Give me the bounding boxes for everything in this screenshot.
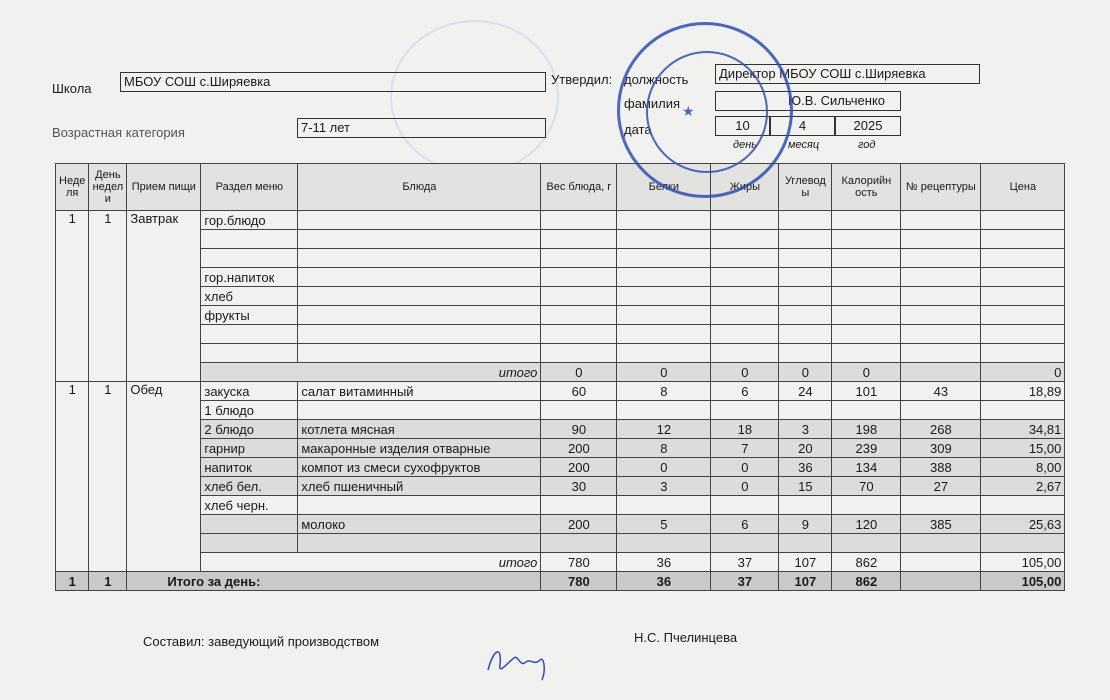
table-row	[56, 325, 1065, 344]
table-row: хлеб бел. хлеб пшеничный 30 3 0 15 70 27 2,67	[56, 477, 1065, 496]
age-category-field: 7-11 лет	[297, 118, 546, 138]
table-row	[56, 344, 1065, 363]
faded-stamp	[390, 20, 559, 174]
composed-label: Составил: заведующий производством	[143, 634, 380, 649]
table-row: 2 блюдо котлета мясная 90 12 18 3 198 268 34,81	[56, 420, 1065, 439]
approved-label: Утвердил:	[551, 72, 613, 87]
date-year: 2025	[835, 116, 901, 136]
section-cell: гор.блюдо	[201, 211, 298, 230]
day-total-row: 1 1 Итого за день: 780 36 37 107 862 105,00	[56, 572, 1065, 591]
date-label: дата	[624, 122, 652, 137]
header-recipe: № рецептуры	[901, 164, 981, 211]
header-carb: Углевод ы	[779, 164, 832, 211]
menu-table	[55, 163, 1065, 591]
lunch-day: 1	[89, 382, 127, 572]
day-caption: день	[733, 139, 758, 151]
section-cell: гор.напиток	[201, 268, 298, 287]
table-row: 1 1 Обед закуска салат витаминный 60 8 6 24 101 43 18,89	[56, 382, 1065, 401]
header-fat: Жиры	[711, 164, 779, 211]
school-field: МБОУ СОШ с.Ширяевка	[120, 72, 546, 92]
table-row	[56, 268, 1065, 287]
position-field: Директор МБОУ СОШ с.Ширяевка	[715, 64, 980, 84]
surname-field: Ю.В. Сильченко	[715, 91, 901, 111]
table-row: хлеб черн.	[56, 496, 1065, 515]
date-month: 4	[770, 116, 835, 136]
date-day: 10	[715, 116, 770, 136]
table-row: напиток компот из смеси сухофруктов 200 0 0 36 134 388 8,00	[56, 458, 1065, 477]
official-stamp	[617, 22, 793, 198]
age-category-label: Возрастная категория	[52, 125, 185, 140]
table-row: молоко 200 5 6 9 120 385 25,63	[56, 515, 1065, 534]
table-row: гарнир макаронные изделия отварные 200 8 7 20 239 309 15,00	[56, 439, 1065, 458]
header-day: День недел и	[89, 164, 127, 211]
lunch-week: 1	[56, 382, 89, 572]
table-row	[56, 249, 1065, 268]
lunch-meal: Обед	[127, 382, 201, 572]
school-label: Школа	[52, 81, 92, 96]
breakfast-total-label: итого	[201, 363, 541, 382]
header-protein: Белки	[617, 164, 711, 211]
header-section: Раздел меню	[201, 164, 298, 211]
table-row	[56, 287, 1065, 306]
header-price: Цена	[981, 164, 1065, 211]
composer-name: Н.С. Пчелинцева	[634, 630, 738, 645]
header-kcal: Калорийн ость	[832, 164, 901, 211]
surname-label: фамилия	[624, 96, 681, 111]
header-dishes: Блюда	[298, 164, 541, 211]
table-row	[56, 211, 1065, 230]
breakfast-week: 1	[56, 211, 89, 382]
table-header-row	[56, 164, 1065, 211]
lunch-total-label: итого	[201, 553, 541, 572]
section-cell: хлеб	[201, 287, 298, 306]
lunch-total-row: итого 780 36 37 107 862 105,00	[56, 553, 1065, 572]
table-row: 1 блюдо	[56, 401, 1065, 420]
position-label: должность	[624, 72, 689, 87]
breakfast-day: 1	[89, 211, 127, 382]
breakfast-total-row: итого 0 0 0 0 0 0	[56, 363, 1065, 382]
header-weight: Вес блюда, г	[541, 164, 617, 211]
signature	[484, 640, 564, 682]
month-caption: месяц	[788, 139, 820, 151]
day-total-label: Итого за день:	[127, 572, 541, 591]
table-row	[56, 534, 1065, 553]
stamp-inner-ring	[646, 51, 768, 173]
section-cell: фрукты	[201, 306, 298, 325]
header-meal: Прием пищи	[127, 164, 201, 211]
header-week: Неде ля	[56, 164, 89, 211]
table-row	[56, 230, 1065, 249]
stamp-star: ★	[682, 103, 695, 119]
year-caption: год	[858, 139, 876, 151]
breakfast-meal: Завтрак	[127, 211, 201, 382]
table-row	[56, 306, 1065, 325]
